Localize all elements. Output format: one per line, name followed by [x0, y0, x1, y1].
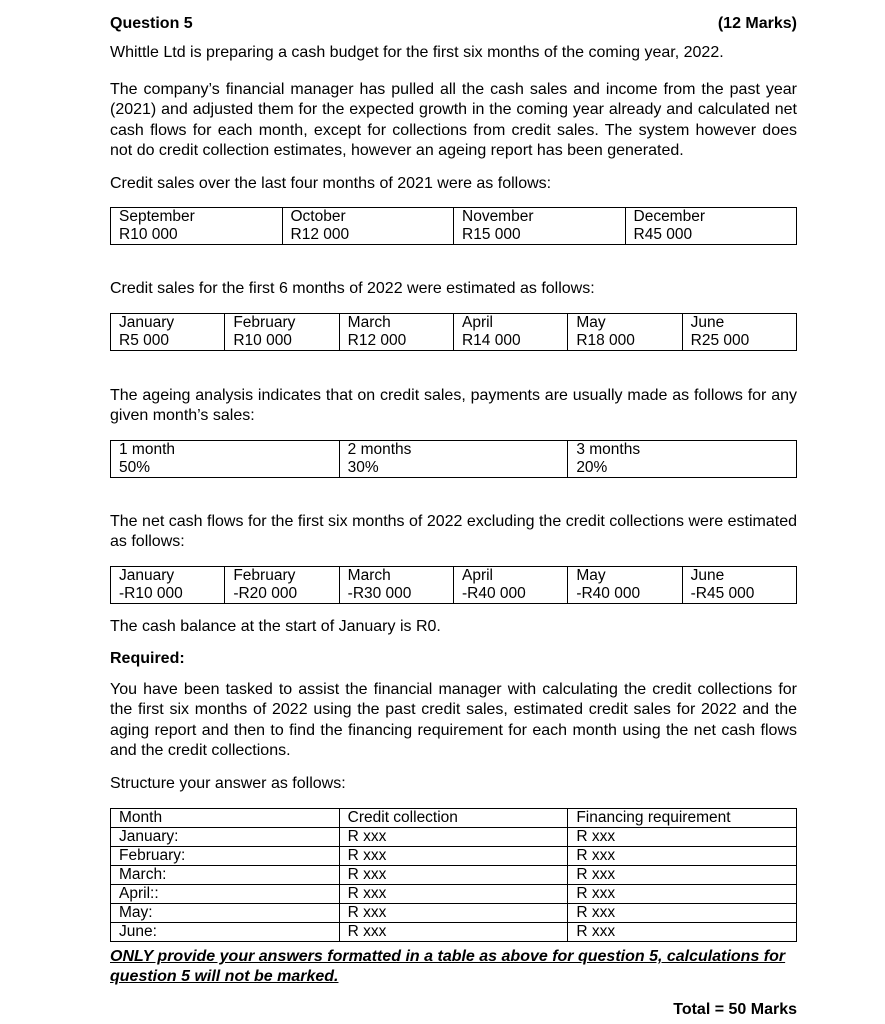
sales-2022-table — [110, 313, 797, 351]
table-cell: December — [625, 208, 797, 227]
table-cell: April — [453, 314, 567, 333]
table-cell: R xxx — [568, 828, 797, 847]
table-cell: March: — [111, 866, 340, 885]
table-cell: 2 months — [339, 441, 568, 460]
table-cell: -R45 000 — [682, 585, 796, 604]
table-cell: R10 000 — [111, 226, 283, 245]
table-cell: February: — [111, 847, 340, 866]
table-cell: R12 000 — [339, 332, 453, 351]
table-cell: May — [568, 567, 682, 586]
ageing-table — [110, 440, 797, 478]
table-cell: June — [682, 567, 796, 586]
table-cell: January: — [111, 828, 340, 847]
manager-paragraph: The company’s financial manager has pulled all the cash sales and income from the past year (2021) and adjusted them for the expected growth in the coming year already and calculated net cash flows for each month, except for collections from credit sales. The system however does not do credit collection estimates, however an ageing report has been generated. — [110, 81, 797, 159]
table-cell: R5 000 — [111, 332, 225, 351]
required-paragraph: You have been tasked to assist the financial manager with calculating the credit collections for the first six months of 2022 using the past credit sales, estimated credit sales for 2022 and the aging report and then to find the financing requirement for each month using the net cash flows and the credit collections. — [110, 681, 797, 759]
table-row — [111, 332, 797, 351]
table-cell: October — [282, 208, 454, 227]
table-row — [111, 226, 797, 245]
table-cell: 1 month — [111, 441, 340, 460]
table-cell: R25 000 — [682, 332, 796, 351]
table-cell: R xxx — [568, 904, 797, 923]
table-cell: May — [568, 314, 682, 333]
required-heading: Required: — [110, 650, 185, 667]
total-marks: Total = 50 Marks — [673, 1001, 797, 1018]
table-cell: R xxx — [568, 885, 797, 904]
table-cell: R xxx — [568, 847, 797, 866]
table-cell: September — [111, 208, 283, 227]
table-cell: May: — [111, 904, 340, 923]
sales-2021-table — [110, 207, 797, 245]
table-row — [111, 885, 797, 904]
instruction-note: ONLY provide your answers formatted in a table as above for question 5, calculations for question 5 will not be marked. — [110, 948, 786, 985]
table-cell: -R40 000 — [453, 585, 567, 604]
table-cell: June — [682, 314, 796, 333]
table-cell: R10 000 — [225, 332, 339, 351]
table-cell: 30% — [339, 459, 568, 478]
table-cell: March — [339, 314, 453, 333]
table-cell: R15 000 — [454, 226, 626, 245]
intro-paragraph: Whittle Ltd is preparing a cash budget for the first six months of the coming year, 2022. — [110, 44, 724, 61]
table-cell: March — [339, 567, 453, 586]
ageing-text: The ageing analysis indicates that on credit sales, payments are usually made as follows for any given month’s sales: — [110, 387, 797, 425]
credit-2022-text: Credit sales for the first 6 months of 2022 were estimated as follows: — [110, 280, 595, 297]
question-title: Question 5 — [110, 15, 193, 32]
table-cell: 20% — [568, 459, 797, 478]
credit-2021-text: Credit sales over the last four months of 2021 were as follows: — [110, 175, 552, 192]
structure-text: Structure your answer as follows: — [110, 775, 346, 792]
table-cell: Month — [111, 809, 340, 828]
table-header-row — [111, 314, 797, 333]
table-cell: June: — [111, 923, 340, 942]
table-cell: R xxx — [568, 923, 797, 942]
netcash-text: The net cash flows for the first six months of 2022 excluding the credit collections were estimated as follows: — [110, 513, 797, 551]
table-cell: R xxx — [339, 904, 568, 923]
table-cell: -R10 000 — [111, 585, 225, 604]
table-cell: Credit collection — [339, 809, 568, 828]
table-row — [111, 866, 797, 885]
table-cell: -R40 000 — [568, 585, 682, 604]
table-cell: -R20 000 — [225, 585, 339, 604]
question-header — [110, 14, 797, 34]
table-cell: Financing requirement — [568, 809, 797, 828]
netcash-table — [110, 566, 797, 604]
table-cell: 3 months — [568, 441, 797, 460]
table-cell: R14 000 — [453, 332, 567, 351]
table-cell: R xxx — [568, 866, 797, 885]
table-cell: R xxx — [339, 923, 568, 942]
table-row — [111, 828, 797, 847]
table-row — [111, 459, 797, 478]
balance-text: The cash balance at the start of January is R0. — [110, 618, 441, 635]
table-cell: February — [225, 567, 339, 586]
table-cell: -R30 000 — [339, 585, 453, 604]
table-header-row — [111, 809, 797, 828]
table-cell: R12 000 — [282, 226, 454, 245]
table-cell: R xxx — [339, 885, 568, 904]
table-cell: February — [225, 314, 339, 333]
table-row — [111, 847, 797, 866]
table-row — [111, 585, 797, 604]
table-cell: R xxx — [339, 847, 568, 866]
table-cell: R xxx — [339, 866, 568, 885]
table-cell: November — [454, 208, 626, 227]
table-header-row — [111, 567, 797, 586]
table-cell: R xxx — [339, 828, 568, 847]
table-cell: R18 000 — [568, 332, 682, 351]
table-cell: April:: — [111, 885, 340, 904]
table-row — [111, 923, 797, 942]
table-header-row — [111, 208, 797, 227]
table-cell: January — [111, 567, 225, 586]
table-cell: January — [111, 314, 225, 333]
answer-table — [110, 808, 797, 942]
table-cell: 50% — [111, 459, 340, 478]
table-header-row — [111, 441, 797, 460]
table-row — [111, 904, 797, 923]
table-cell: R45 000 — [625, 226, 797, 245]
table-cell: April — [453, 567, 567, 586]
question-marks: (12 Marks) — [717, 15, 797, 32]
